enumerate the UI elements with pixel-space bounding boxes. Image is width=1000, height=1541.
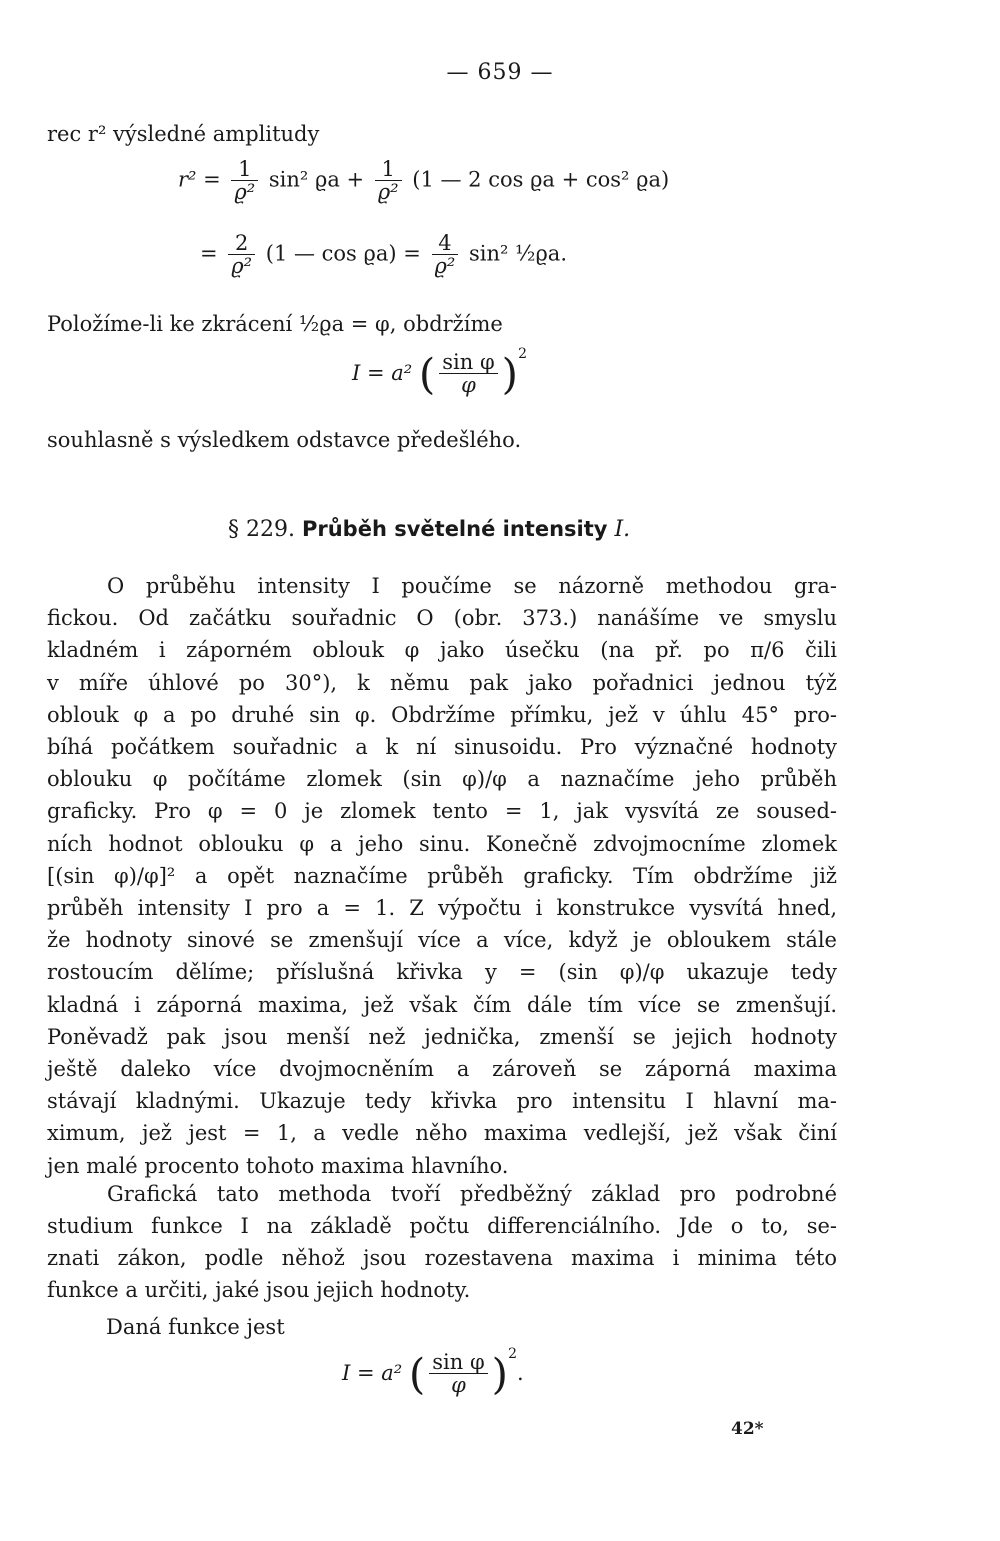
- eq1-term-2: (1 — 2 cos ϱa + cos² ϱa): [412, 167, 670, 192]
- signature-mark: 42*: [731, 1419, 764, 1439]
- eq1-term-1: sin² ϱa +: [268, 167, 365, 192]
- section-heading: [228, 517, 630, 542]
- right-paren: ): [501, 349, 519, 399]
- left-paren: (: [418, 349, 436, 399]
- eq1-lhs: r² =: [178, 167, 221, 192]
- fraction-numerator: 1: [375, 158, 402, 181]
- paragraph-line: fickou. Od začátku souřadnic O (obr. 373.) nanášíme ve smyslu: [47, 606, 837, 631]
- paragraph-line: [(sin φ)/φ]² a opět naznačíme průběh graficky. Tím obdržíme již: [47, 863, 837, 888]
- paragraph-line: graficky. Pro φ = 0 je zlomek tento = 1, jak vysvítá ze soused-: [47, 799, 837, 824]
- paragraph-line: stávají kladnými. Ukazuje tedy křivka pro intensitu I hlavní ma-: [47, 1089, 837, 1114]
- fraction-denominator: φ: [461, 373, 476, 398]
- page-number: — 659 —: [446, 60, 554, 85]
- eq2-term-1: (1 — cos ϱa) =: [265, 241, 421, 266]
- paragraph-line: Poněvadž pak jsou menší než jednička, zmenší se jejich hodnoty: [47, 1024, 837, 1049]
- fraction-denominator: ϱ²: [234, 180, 256, 205]
- eq4-fraction: [429, 1351, 487, 1397]
- eq1-fraction-2: [375, 158, 402, 204]
- paragraph-line: průběh intensity I pro a = 1. Z výpočtu i konstrukce vysvítá hned,: [47, 896, 837, 920]
- eq4-exponent: 2: [508, 1346, 517, 1362]
- equation-intensity: [352, 346, 527, 398]
- fraction-numerator: 2: [228, 232, 255, 255]
- paragraph-line: funkce a určiti, jaké jsou jejich hodnoty.: [47, 1278, 471, 1302]
- paragraph-line: v míře úhlové po 30°), k němu pak jako pořadnici jednou týž: [47, 670, 837, 695]
- eq2-term-2: sin² ½ϱa.: [468, 241, 567, 266]
- paragraph-line: studium funkce I na základě počtu differenciálního. Jde o to, se-: [47, 1214, 837, 1238]
- fraction-denominator: φ: [451, 1373, 466, 1398]
- fraction-denominator: ϱ²: [231, 254, 253, 279]
- paragraph-line: ních hodnot oblouku φ a jeho sinu. Konečně zdvojmocníme zlomek: [47, 831, 837, 856]
- paragraph-line: že hodnoty sinové se zmenšují více a více, když je obloukem stále: [47, 928, 837, 953]
- paragraph-line: znati zákon, podle něhož jsou rozestavena maxima i minima této: [47, 1246, 837, 1270]
- fraction-numerator: 1: [231, 158, 258, 181]
- equation-r-squared: [178, 158, 669, 204]
- eq3-fraction: [439, 351, 497, 397]
- paragraph-line: rostoucím dělíme; příslušná křivka y = (sin φ)/φ ukazuje tedy: [47, 960, 837, 985]
- paragraph-line: O průběhu intensity I poučíme se názorně methodou gra-: [107, 574, 837, 598]
- fraction-numerator: 4: [432, 232, 459, 255]
- intro-line: rec r² výsledné amplitudy: [47, 122, 320, 146]
- eq2-fraction-2: [432, 232, 459, 278]
- paragraph-line: Grafická tato methoda tvoří předběžný základ pro podrobné: [107, 1182, 837, 1206]
- equation-intensity-given: [342, 1346, 524, 1398]
- fraction-numerator: sin φ: [439, 351, 497, 374]
- paragraph-line: oblouk φ a po druhé sin φ. Obdržíme přímku, jež v úhlu 45° pro-: [47, 702, 837, 727]
- paragraph-line: ximum, jež jest = 1, a vedle něho maxima vedlejší, jež však činí: [47, 1121, 837, 1146]
- eq4-period: .: [516, 1361, 524, 1385]
- fraction-numerator: sin φ: [429, 1351, 487, 1374]
- equation-r-squared-simplified: [200, 232, 567, 278]
- paragraph-line: bíhá počátkem souřadnic a k ní sinusoidu. Pro význačné hodnoty: [47, 735, 837, 759]
- paragraph-line: kladném i záporném oblouk φ jako úsečku (na př. po π/6 čili: [47, 638, 837, 663]
- substitution-line: Položíme-li ke zkrácení ½ϱa = φ, obdržíme: [47, 312, 503, 336]
- eq2-fraction-1: [228, 232, 255, 278]
- agreement-line: souhlasně s výsledkem odstavce předešlého.: [47, 428, 522, 452]
- left-paren: (: [408, 1349, 426, 1399]
- eq3-exponent: 2: [518, 346, 527, 362]
- paragraph-line: ještě daleko více dvojmocněním a zároveň se záporná maxima: [47, 1057, 837, 1081]
- section-symbol: I.: [614, 517, 631, 542]
- given-function-line: Daná funkce jest: [106, 1315, 285, 1339]
- paragraph-line: kladná i záporná maxima, jež však čím dále tím více se zmenšují.: [47, 992, 837, 1017]
- right-paren: ): [491, 1349, 509, 1399]
- paragraph-line: jen malé procento tohoto maxima hlavního.: [47, 1153, 509, 1178]
- eq2-lhs: =: [200, 241, 218, 266]
- section-title: Průběh světelné intensity: [301, 517, 608, 541]
- fraction-denominator: ϱ²: [434, 254, 456, 279]
- paragraph-line: oblouku φ počítáme zlomek (sin φ)/φ a naznačíme jeho průběh: [47, 767, 837, 792]
- section-number: § 229.: [228, 517, 295, 542]
- eq4-lhs: I = a²: [342, 1361, 403, 1385]
- eq1-fraction-1: [231, 158, 258, 204]
- fraction-denominator: ϱ²: [377, 180, 399, 205]
- eq3-lhs: I = a²: [352, 361, 413, 385]
